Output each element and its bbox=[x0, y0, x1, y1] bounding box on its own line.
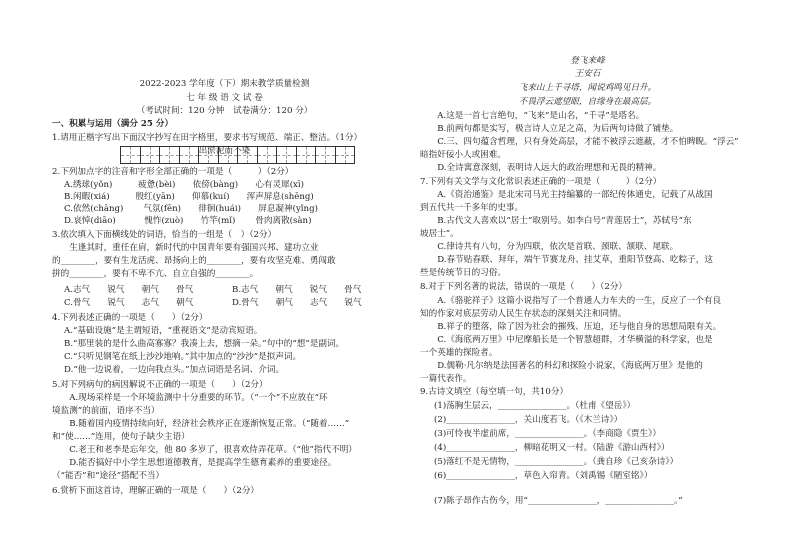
q3-body: 拼的________，要有不卑不亢、自立自强的________。 bbox=[52, 269, 259, 279]
q5-option: A.现场采样是一个环境监测中十分重要的环节。（“一个”不应放在“环 bbox=[52, 393, 328, 403]
q6-option: C.三、四句蕴含哲理，只有身处高层，才能不被浮云遮蔽，才不怕睥睨。“浮云” bbox=[420, 137, 739, 147]
q8-text: 8.对于下列名著的说法，错误的一项是（ ）（2分） bbox=[420, 282, 628, 292]
q7-option: 到五代共一千多年的史事。 bbox=[420, 203, 524, 213]
poem-line: 飞来山上千寻塔，闻说鸡鸣见日升。 bbox=[518, 83, 657, 93]
q4-option: A.“基础设施”是主谓短语，“重视语文”是动宾短语。 bbox=[64, 326, 263, 336]
q7-option: 坡居士”。 bbox=[420, 229, 459, 239]
q8-option: 一个英雄的探险者。 bbox=[420, 348, 498, 358]
q9-blank-item[interactable]: (3)可怜夜半虚前席，________________。（李商隐《贾生》） bbox=[434, 429, 662, 439]
q8-option: A.《骆驼祥子》这篇小说指写了一个普通人力车夫的一生，反应了一个有良 bbox=[420, 296, 722, 306]
q1-copy-text: 出淤泥而不染 bbox=[198, 146, 251, 156]
q3-option-b: B.志气 朝气 锐气 骨气 bbox=[232, 285, 362, 295]
q4-option: B.“那里装的是什么曲高寡寡？我凑上去，想摘一朵。”句中的“想”是副词。 bbox=[64, 339, 345, 349]
q3-option-c: C.骨气 锐气 志气 朝气 bbox=[64, 298, 194, 308]
q8-option: C.《海底两万里》中尼摩船长是一个智慧超群，才华横溢的科学家，也是 bbox=[420, 335, 713, 345]
poem-title: 登飞来峰 bbox=[570, 56, 605, 66]
q5-option: （“能否”和“途径”搭配不当） bbox=[52, 471, 165, 481]
q7-option: B.古代文人喜欢以“居士”取别号。如李白号“青莲居士”，苏轼号“东 bbox=[420, 216, 692, 226]
exam-subtitle: 七 年 级 语 文 试 卷 bbox=[186, 93, 263, 103]
q5-option: 和“使……”连用，使句子缺少主语） bbox=[52, 432, 190, 442]
q5-option: B.随着国内疫情持续向好，经济社会秩序正在逐渐恢复正常。（“随着……” bbox=[52, 419, 350, 429]
q8-option: D.儒勒·凡尔纳是法国著名的科幻和探险小说家，《海底两万里》是他的 bbox=[420, 361, 703, 371]
q9-blank-item[interactable]: (7)陈子昂作古伤今，用“________________，________________。” bbox=[434, 496, 683, 506]
q2-option: A.绣球(yǒn) 疲惫(bèi) 依傍(bàng) 心有灵犀(xī) bbox=[64, 180, 305, 190]
exam-title: 2022-2023 学年度（下）期末教学质量检测 bbox=[139, 79, 310, 89]
q7-text: 7.下列有关文学与文化常识表述正确的一项是（ ）（2分） bbox=[420, 177, 662, 187]
q7-option: 些是传统节日的习俗。 bbox=[420, 268, 506, 278]
q9-blank-item[interactable]: (2)________________，关山度若飞。（《木兰诗》） bbox=[434, 415, 623, 425]
q3-body: 生逢其时，重任在肩，新时代的中国青年要有强国兴邦、建功立业 bbox=[52, 243, 319, 253]
q7-option: A.《资治通鉴》是北宋司马光主持编纂的一部纪传体通史，记载了从战国 bbox=[420, 190, 713, 200]
poem-author: 王安石 bbox=[574, 69, 601, 79]
q7-option: D.春节贴春联、拜年，端午节赛龙舟、挂艾草，重阳节登高、吃粽子，这 bbox=[420, 255, 713, 265]
q3-option-a: A.志气 锐气 朝气 骨气 bbox=[64, 285, 194, 295]
q7-option: C.律诗共有八句，分为四联，依次是首联、颈联、颔联、尾联。 bbox=[420, 242, 679, 252]
q3-body: 的________，要有生龙活虎、昂扬向上的________，要有攻坚克难、勇闯敢 bbox=[52, 256, 336, 266]
q4-text: 4.下列表述正确的一项是（ ）（2分） bbox=[52, 313, 208, 323]
q9-blank-item[interactable]: (5)落红不是无情物，________________。（龚自珍《己亥杂诗》） bbox=[434, 457, 679, 467]
q5-option: 境监测”的前面，语序不当） bbox=[52, 406, 160, 416]
q6-option: D.全诗寓意深刻，表明诗人远大的政治理想和无畏的精神。 bbox=[420, 163, 662, 173]
q5-option: D.能否搞好中小学生思想道德教育，是提高学生德育素养的重要途径。 bbox=[52, 458, 337, 468]
q9-blank-item[interactable]: (4)________________，柳暗花明又一村。（陆游《游山西村》） bbox=[434, 443, 670, 453]
q6-option: B.前两句都是实写，极言诗人立足之高，为后两句诗做了铺垫。 bbox=[420, 124, 679, 134]
q3-option-d: D.骨气 朝气 志气 锐气 bbox=[232, 298, 362, 308]
q6-option: A.这是一首七言绝句，“飞来”是山名，“千寻”是塔名。 bbox=[420, 111, 645, 121]
q8-option: B.祥子的堕落，除了因为社会的摧残、压迫，还与他自身的思想局限有关。 bbox=[420, 322, 722, 332]
q9-text: 9.古诗文填空（每空填一句，共10分） bbox=[420, 387, 569, 397]
q3-text: 3.依次填入下面横线处的词语，恰当的一组是（ ）（2分） bbox=[52, 230, 277, 240]
q2-option: B.闲暇(xiá) 殷红(yān) 仰慕(kuí) 浑声屏息(shēng) bbox=[64, 192, 314, 202]
q4-option: D.“他一边说着，一边向我点头。”加点词语是名词、介词。 bbox=[64, 365, 285, 375]
q5-text: 5.对下列病句的病因解说不正确的一项是（ ）（2分） bbox=[52, 380, 268, 390]
section-heading: 一、积累与运用（满分 25 分） bbox=[52, 119, 174, 129]
q2-text: 2.下列加点字的注音和字形全部正确的一项是（ ）（2分） bbox=[52, 167, 294, 177]
q2-option: D.哀悼(diāo) 愧怍(zuò) 竹竿(mǐ) 骨肉离散(sàn) bbox=[64, 216, 312, 226]
q2-option: C.依然(chāng) 气氛(fēn) 徘徊(huái) 屏息凝神(yǐng) bbox=[64, 204, 318, 214]
q8-option: 知的作家对底层劳动人民生存状态的深刻关注和同情。 bbox=[420, 309, 627, 319]
q9-blank-item[interactable]: (1)荡胸生层云，________________。（杜甫《望岳》） bbox=[434, 401, 636, 411]
q9-blank-item[interactable]: (6)________________，草色入帘青。（刘禹锡《陋室铭》） bbox=[434, 471, 653, 481]
poem-line: 不畏浮云遮望眼，自缘身在最高层。 bbox=[518, 97, 657, 107]
q5-option: C.老王和老李是忘年交，他 80 多岁了，很喜欢侍弄花草。（“他”指代不明） bbox=[52, 445, 357, 455]
q6-option: 暗指奸佞小人或困难。 bbox=[420, 150, 506, 160]
exam-info: （考试时间：120 分钟 试卷满分：120 分） bbox=[136, 106, 313, 116]
q8-option: 一篇代表作。 bbox=[420, 374, 472, 384]
q4-option: C.“只听见钢笔在纸上沙沙地响。”其中加点的“沙沙”是拟声词。 bbox=[64, 352, 302, 362]
q1-text: 1.请用正楷字写出下面汉字抄写在田字格里，要求书写规范、端正、整洁。（1分） bbox=[52, 133, 363, 143]
q6-text: 6.赏析下面这首诗，理解正确的一项是（ ）（2分） bbox=[52, 486, 260, 496]
